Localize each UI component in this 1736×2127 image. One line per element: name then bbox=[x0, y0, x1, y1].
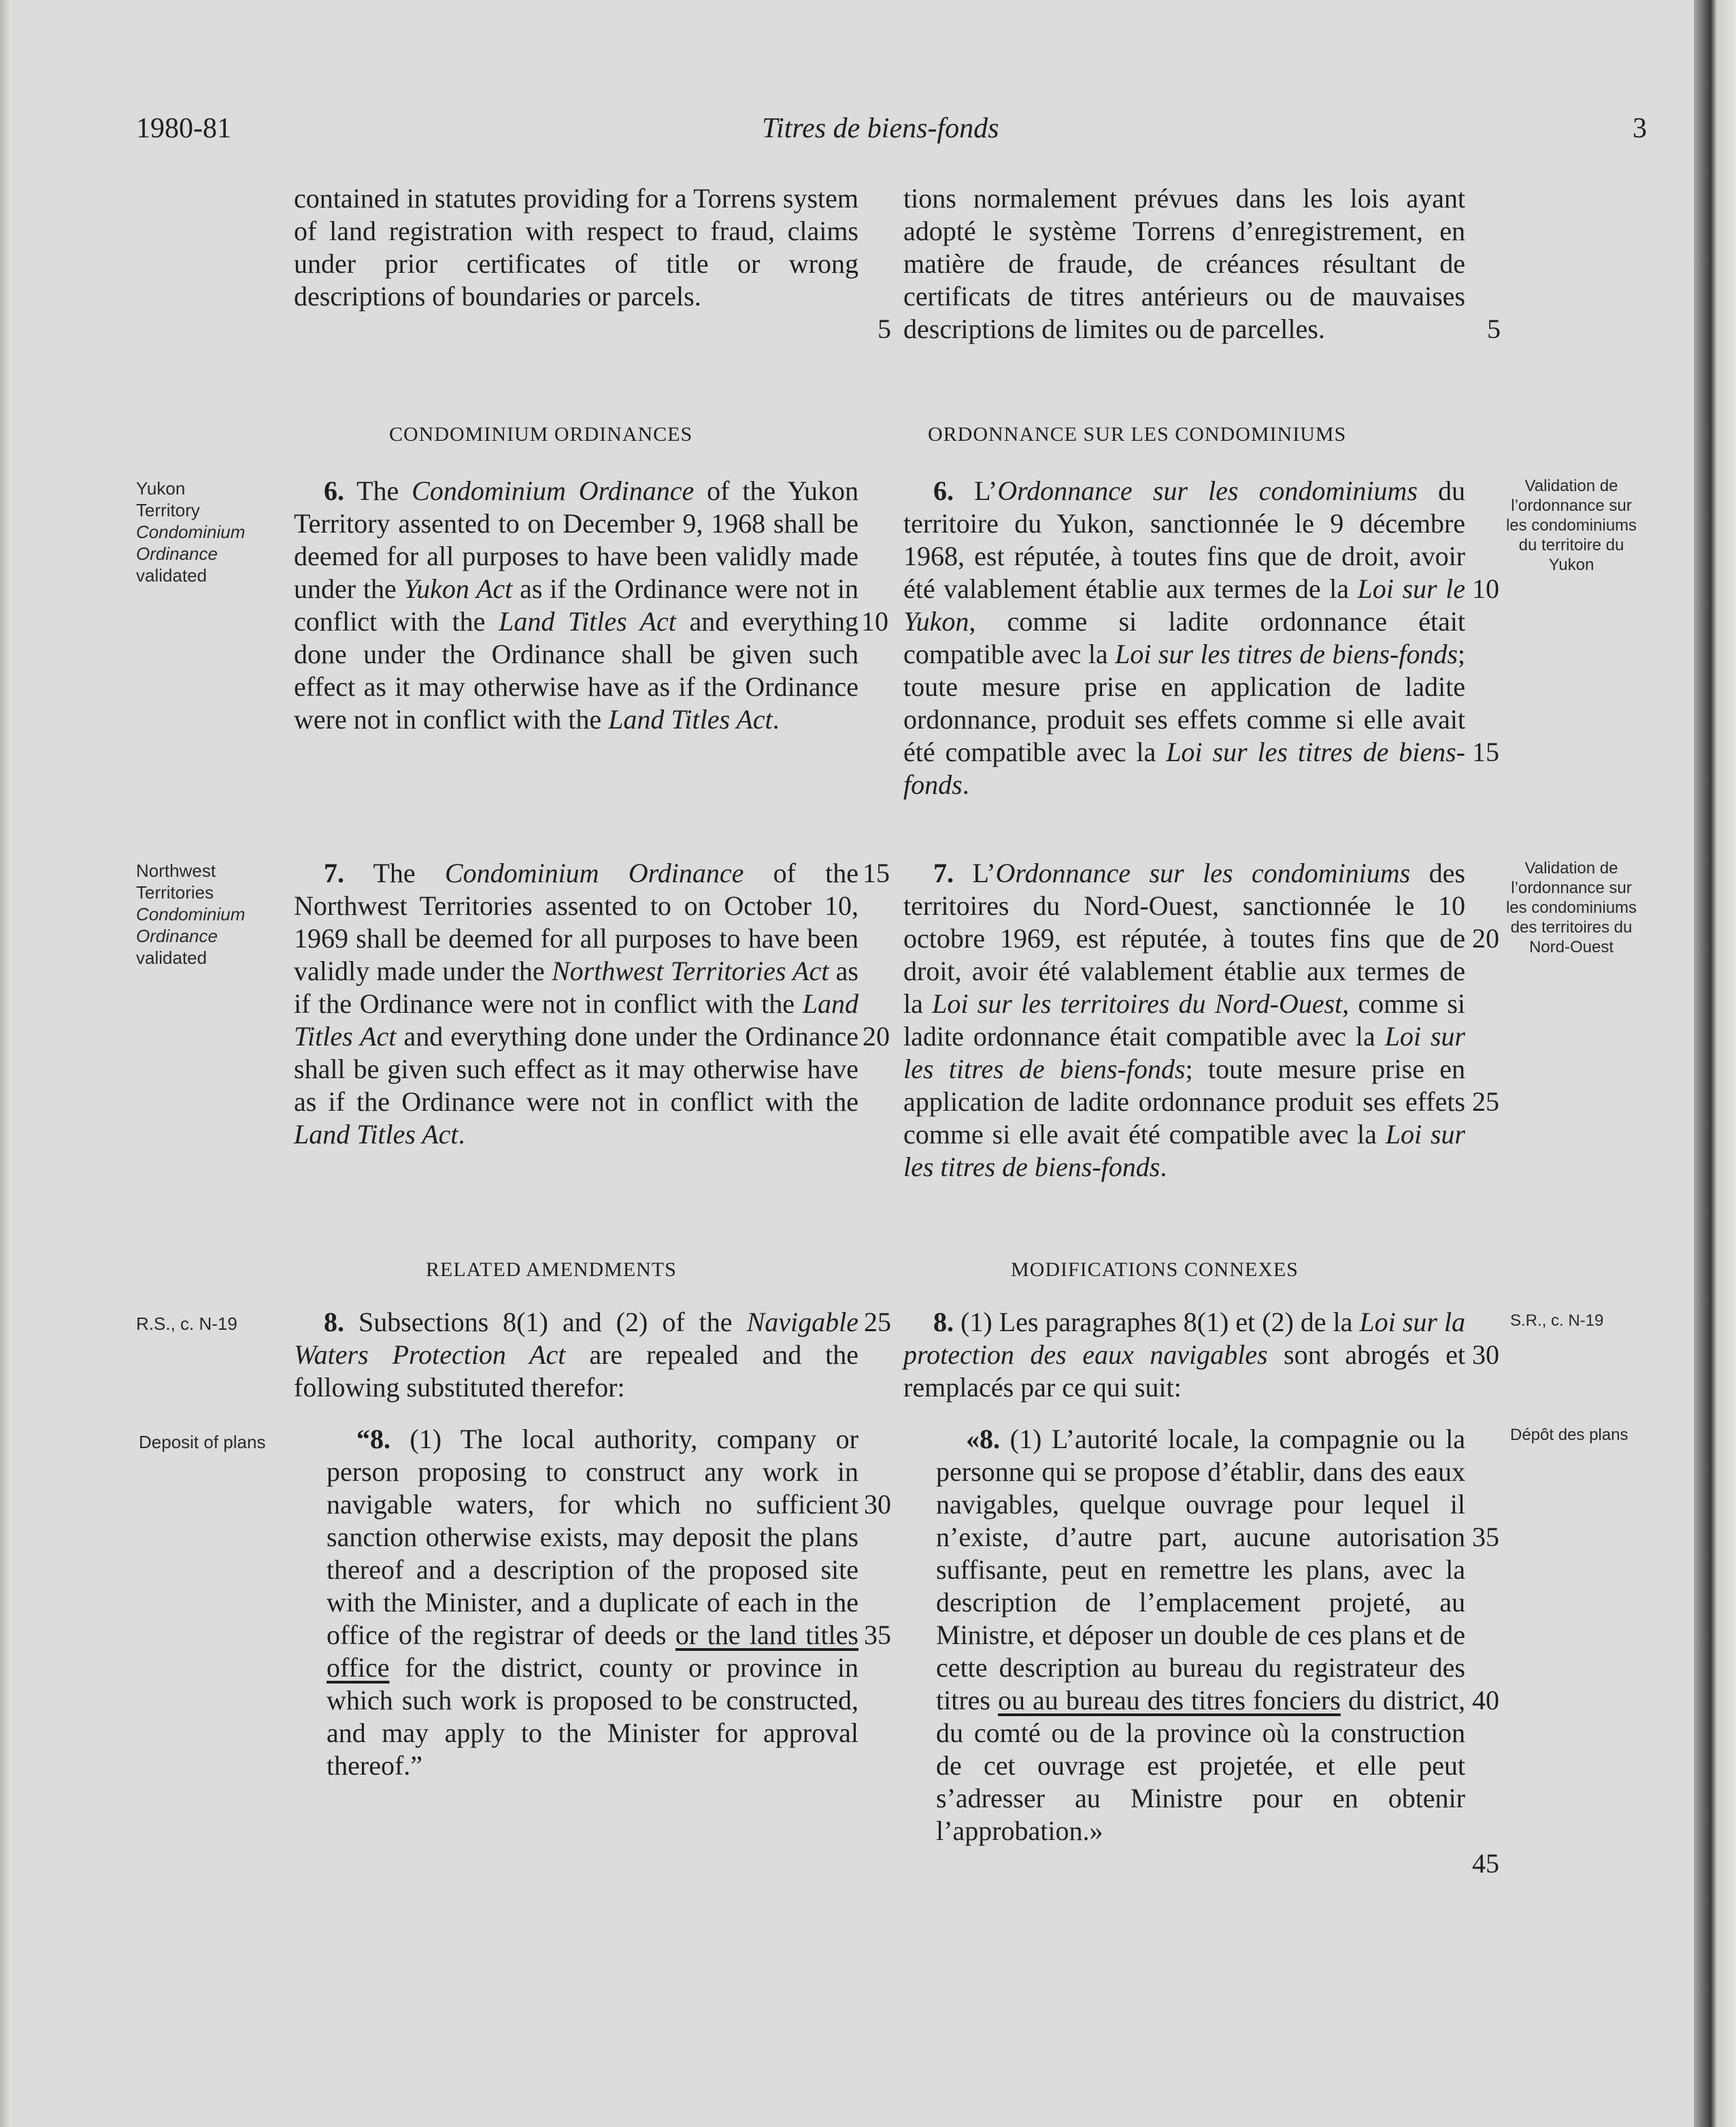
text-run: and everything done under the Ordinance shall be given such effect as it may otherwise have as if the Ordinance were not in conflict with the bbox=[294, 606, 858, 735]
text-run: . bbox=[962, 769, 969, 800]
section-number: “8. bbox=[356, 1424, 390, 1454]
text-run: du territoire du Yukon, sanctionnée le 9 décembre 1968, est réputée, à toutes fins que de droit, avoir été valablement établie aux termes de la bbox=[903, 475, 1465, 604]
line-number: 10 bbox=[861, 606, 888, 637]
section-number: 6. bbox=[324, 475, 344, 506]
text-run: , comme si ladite ordonnance était compatible avec la bbox=[903, 606, 1465, 669]
margin-note-line: Territories bbox=[136, 882, 214, 903]
line-number: 20 bbox=[863, 1021, 890, 1052]
act-title: Northwest Territories Act bbox=[551, 956, 829, 986]
section-8-1-fr bbox=[936, 1423, 1465, 1847]
act-title: Loi sur les titres de biens-fonds bbox=[903, 737, 1465, 800]
header-year: 1980-81 bbox=[136, 113, 231, 144]
text-run: of the Yukon Territory assented to on December 9, 1968 shall be deemed for all purposes to have been validly made under the bbox=[294, 475, 859, 604]
margin-note-line: validated bbox=[136, 565, 207, 586]
text-run: . bbox=[772, 704, 780, 735]
section-6-fr bbox=[903, 475, 1465, 801]
text-run: sont abrogés et remplacés par ce qui suit: bbox=[903, 1339, 1465, 1403]
carryover-en bbox=[294, 182, 858, 313]
line-number: 25 bbox=[1472, 1086, 1499, 1117]
carryover-fr-text: tions normalement prévues dans les lois ayant adopté le système Torrens d’enregistrement, en matière de fraude, de créances résultant de certificats de titres antérieurs ou de mauvaises descriptions de limites ou de parcelles. bbox=[903, 183, 1465, 344]
amended-text: ou au bureau des titres fonciers bbox=[998, 1685, 1341, 1715]
line-number: 15 bbox=[863, 858, 890, 888]
section-8-fr bbox=[903, 1306, 1465, 1404]
section-number: 7. bbox=[324, 858, 344, 888]
margin-note-line: Condominium bbox=[136, 522, 246, 542]
heading-related-amendments-fr: MODIFICATIONS CONNEXES bbox=[1011, 1258, 1299, 1281]
page-number: 3 bbox=[1633, 113, 1647, 144]
section-number: 8. bbox=[324, 1307, 344, 1337]
act-title: Condominium Ordinance bbox=[412, 475, 695, 506]
line-number: 45 bbox=[1472, 1848, 1499, 1879]
section-7-fr bbox=[903, 857, 1465, 1184]
text-run: are repealed and the following substituted therefor: bbox=[294, 1339, 859, 1403]
heading-condominium-fr: ORDONNANCE SUR LES CONDOMINIUMS bbox=[928, 423, 1347, 446]
header-title: Titres de biens-fonds bbox=[762, 113, 999, 144]
section-8-1-en bbox=[327, 1423, 858, 1782]
line-number: 30 bbox=[864, 1489, 891, 1520]
line-number: 35 bbox=[1472, 1522, 1499, 1552]
text-run: , comme si ladite ordonnance était compatible avec la bbox=[903, 988, 1465, 1052]
act-title: Yukon Act bbox=[403, 573, 513, 604]
section-number: «8. bbox=[966, 1424, 1000, 1454]
amended-text: or the land titles office bbox=[327, 1620, 858, 1683]
line-number: 25 bbox=[864, 1307, 891, 1337]
line-number: 15 bbox=[1472, 737, 1499, 767]
text-run: (1) Les paragraphes 8(1) et (2) de la bbox=[954, 1307, 1360, 1337]
act-title: Land Titles Act bbox=[608, 704, 773, 735]
act-title: Land Titles Act bbox=[499, 606, 676, 637]
text-run: ; toute mesure prise en application de ladite ordonnance produit ses effets comme si elle avait été compatible avec la bbox=[903, 1054, 1465, 1150]
act-title: Navigable Waters Protection Act bbox=[294, 1307, 858, 1370]
margin-note-s8-en: R.S., c. N-19 bbox=[136, 1313, 237, 1334]
line-number: 10 bbox=[1472, 573, 1499, 604]
text-run: . bbox=[458, 1119, 465, 1150]
margin-note-line: Ordinance bbox=[136, 926, 218, 946]
line-number: 5 bbox=[878, 314, 891, 344]
act-title: Loi sur le Yukon bbox=[903, 573, 1466, 637]
margin-note-s7-fr: Validation de l’ordonnance sur les condominiums des territoires du Nord-Ouest bbox=[1505, 859, 1637, 956]
line-number: 20 bbox=[1472, 923, 1499, 954]
section-number: 8. bbox=[933, 1307, 954, 1337]
margin-note-line: Condominium bbox=[136, 904, 246, 924]
section-number: 6. bbox=[933, 475, 954, 506]
text-run: as if the Ordinance were not in conflict with the bbox=[294, 956, 858, 1019]
text-run: The bbox=[344, 475, 412, 506]
heading-condominium-en: CONDOMINIUM ORDINANCES bbox=[389, 423, 693, 446]
carryover-fr bbox=[903, 182, 1465, 346]
margin-note-s7-en bbox=[136, 860, 272, 969]
line-number: 35 bbox=[864, 1620, 891, 1650]
section-7-en bbox=[294, 857, 858, 1151]
next-page-edge bbox=[1694, 0, 1736, 2127]
act-title: Land Titles Act bbox=[294, 1119, 458, 1150]
act-title: Loi sur les territoires du Nord-Ouest bbox=[932, 988, 1343, 1019]
section-8-en bbox=[294, 1306, 858, 1404]
act-title: Loi sur les titres de biens-fonds bbox=[903, 1021, 1465, 1084]
margin-note-line: Territory bbox=[136, 500, 200, 520]
section-6-en bbox=[294, 475, 858, 736]
act-title: Condominium Ordinance bbox=[444, 858, 744, 888]
line-number: 40 bbox=[1472, 1685, 1499, 1715]
line-number: 5 bbox=[1487, 314, 1501, 344]
section-number: 7. bbox=[933, 858, 954, 888]
text-run: L’ bbox=[954, 475, 998, 506]
text-run: The bbox=[344, 858, 445, 888]
margin-note-line: Yukon bbox=[136, 478, 186, 499]
text-run: du district, du comté ou de la province où la construction de cet ouvrage est projetée, et elle peut s’adresser au Ministre pour en obtenir l’approbation.» bbox=[936, 1685, 1466, 1846]
text-run: Subsections 8(1) and (2) of the bbox=[344, 1307, 747, 1337]
margin-note-deposit-en: Deposit of plans bbox=[139, 1432, 266, 1452]
act-title: Loi sur les titres de biens-fonds bbox=[1115, 639, 1458, 669]
margin-note-s8-fr: S.R., c. N-19 bbox=[1510, 1311, 1604, 1330]
text-run: (1) The local authority, company or person proposing to construct any work in navigable waters, for which no sufficient sanction otherwise exists, may deposit the plans thereof and a description of the proposed site with the Minister, and a duplicate of each in the office of the registrar of deeds bbox=[327, 1424, 858, 1650]
line-number: 30 bbox=[1472, 1339, 1499, 1370]
text-run: of the Northwest Territories assented to on October 10, 1969 shall be deemed for all purposes to have been validly made under the bbox=[294, 858, 858, 986]
act-title: Loi sur la protection des eaux navigables bbox=[903, 1307, 1465, 1370]
act-title: Loi sur les titres de biens-fonds bbox=[903, 1119, 1465, 1182]
margin-note-s6-en bbox=[136, 478, 272, 586]
text-run: ; toute mesure prise en application de ladite ordonnance, produit ses effets comme si elle avait été compatible avec la bbox=[903, 639, 1466, 767]
margin-note-line: Northwest bbox=[136, 860, 216, 881]
carryover-en-text: contained in statutes providing for a Torrens system of land registration with respect to fraud, claims under prior certificates of title or wrong descriptions of boundaries or parcels. bbox=[294, 183, 858, 312]
text-run: and everything done under the Ordinance shall be given such effect as it may otherwise have as if the Ordinance were not in conflict with the bbox=[294, 1021, 858, 1117]
text-run: L’ bbox=[954, 858, 996, 888]
text-run: (1) L’autorité locale, la compagnie ou la personne qui se propose d’établir, dans des eaux navigables, quelque ouvrage pour lequel il n’existe, d’autre part, aucune autorisation suffisante, peut en remettre les plans, avec la description de l’emplacement projeté, au Ministre, et déposer un double de ces plans et de cette description au bureau du registrateur des titres bbox=[936, 1424, 1465, 1715]
page-binding-shadow bbox=[0, 0, 10, 2127]
margin-note-line: validated bbox=[136, 948, 207, 968]
heading-related-amendments-en: RELATED AMENDMENTS bbox=[426, 1258, 677, 1281]
text-run: des territoires du Nord-Ouest, sanctionnée le 10 octobre 1969, est réputée, à toutes fins que de droit, avoir été valablement établie aux termes de la bbox=[903, 858, 1465, 1019]
text-run: as if the Ordinance were not in conflict with the bbox=[294, 573, 858, 637]
margin-note-deposit-fr: Dépôt des plans bbox=[1510, 1426, 1629, 1444]
text-run: . bbox=[1160, 1152, 1167, 1182]
act-title: Ordonnance sur les condominiums bbox=[995, 858, 1411, 888]
margin-note-line: Ordinance bbox=[136, 543, 218, 564]
text-run: for the district, county or province in which such work is proposed to be constructed, and may apply to the Minister for approval thereof.” bbox=[327, 1652, 858, 1781]
act-title: Land Titles Act bbox=[294, 988, 858, 1052]
margin-note-s6-fr: Validation de l’ordonnance sur les condominiums du territoire du Yukon bbox=[1505, 477, 1637, 574]
act-title: Ordonnance sur les condominiums bbox=[997, 475, 1418, 506]
